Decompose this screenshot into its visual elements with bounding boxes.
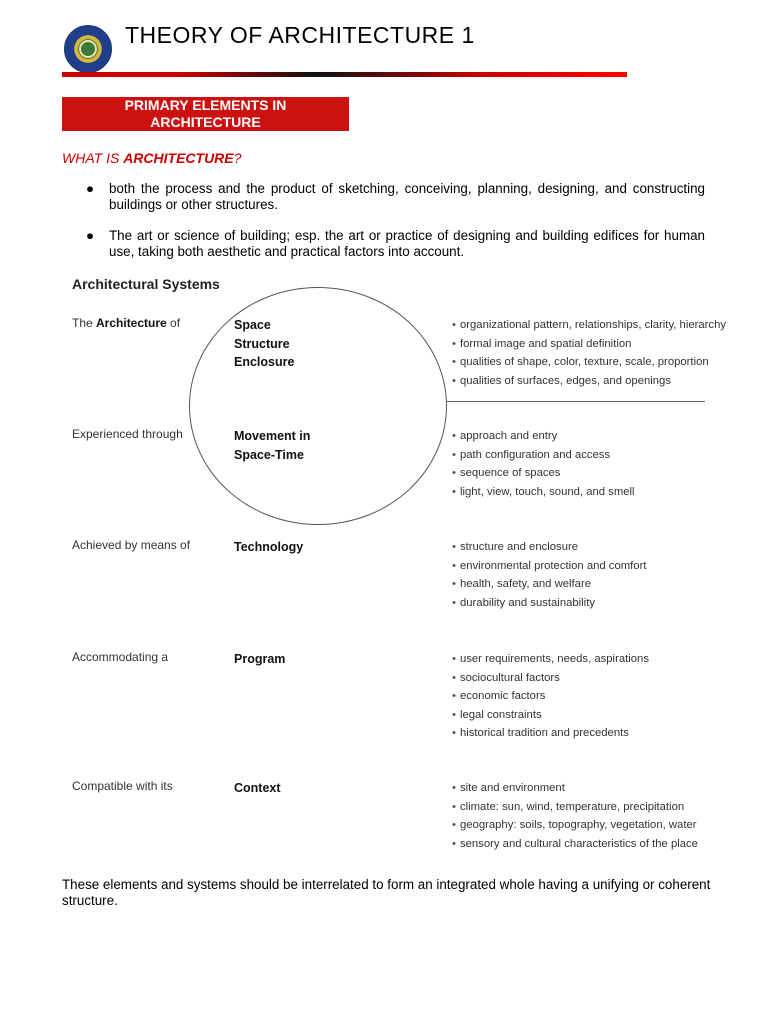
term: Structure (234, 336, 290, 351)
bullet-item: • environmental protection and comfort (452, 557, 646, 576)
header-rule (62, 72, 627, 77)
summary-paragraph: These elements and systems should be interrelated to form an integrated whole having a unifying or coherent structure. (62, 877, 711, 908)
row-terms (234, 316, 294, 372)
row-label: Compatible with its (72, 779, 173, 793)
bullet-item: • path configuration and access (452, 446, 635, 465)
definition-text: both the process and the product of sketching, conceiving, planning, designing, and constructing buildings or other structures. (109, 181, 705, 212)
term: Technology (234, 540, 304, 554)
section-banner (62, 97, 349, 131)
row-bullets (452, 779, 698, 853)
bullet-item: • sensory and cultural characteristics of the place (452, 835, 698, 854)
question-suffix: ? (233, 150, 242, 166)
page-title: THEORY OF ARCHITECTURE 1 (125, 22, 475, 48)
term: Program (234, 652, 286, 666)
bullet-item: • economic factors (452, 687, 649, 706)
term: Context (234, 781, 281, 795)
row-label: Accommodating a (72, 650, 169, 664)
definition-item (62, 181, 705, 213)
bullet-item: • structure and enclosure (452, 538, 646, 557)
bullet-item: • qualities of shape, color, texture, scale, proportion (452, 353, 726, 372)
bullet-item: • geography: soils, topography, vegetation, water (452, 816, 698, 835)
definition-text: The art or science of building; esp. the art or practice of designing and building edifices for human use, taking both aesthetic and practical factors into account. (109, 228, 705, 259)
row-label-prefix: The (72, 316, 97, 330)
row-label: Experienced through (72, 427, 183, 441)
bullet-item: • user requirements, needs, aspirations (452, 650, 649, 669)
university-seal-icon (64, 25, 112, 73)
diagram-divider (447, 401, 705, 402)
architectural-systems-diagram (62, 270, 726, 860)
diagram-title: Architectural Systems (72, 276, 220, 292)
page-header (62, 22, 632, 82)
bullet-item: • historical tradition and precedents (452, 724, 649, 743)
row-bullets (452, 538, 646, 612)
bullet-item: • formal image and spatial definition (452, 335, 726, 354)
row-label: Achieved by means of (72, 538, 191, 552)
bullet-item: • health, safety, and welfare (452, 575, 646, 594)
row-terms (234, 779, 281, 798)
definition-item (62, 228, 705, 260)
bullet-icon: ● (86, 181, 95, 196)
term: Space-Time (234, 447, 304, 462)
bullet-item: • light, view, touch, sound, and smell (452, 483, 635, 502)
bullet-item: • climate: sun, wind, temperature, precipitation (452, 798, 698, 817)
row-bullets (452, 650, 649, 743)
row-terms (234, 427, 310, 464)
question-keyword: ARCHITECTURE (123, 150, 234, 166)
question-prefix: WHAT IS (62, 150, 124, 166)
question-heading (62, 150, 241, 166)
definition-list (62, 181, 705, 275)
bullet-item: • sociocultural factors (452, 669, 649, 688)
bullet-item: • durability and sustainability (452, 594, 646, 613)
row-label-suffix: of (166, 316, 181, 330)
row-terms (234, 538, 303, 557)
row-bullets (452, 427, 635, 501)
bullet-item: • approach and entry (452, 427, 635, 446)
row-terms (234, 650, 285, 669)
term: Enclosure (234, 355, 295, 369)
row-bullets (452, 316, 726, 390)
bullet-item: • organizational pattern, relationships, clarity, hierarchy (452, 316, 726, 335)
row-label-bold: Architecture (96, 316, 167, 330)
bullet-icon: ● (86, 228, 95, 243)
term: Movement in (234, 429, 311, 443)
diagram-circle (189, 287, 447, 525)
banner-line-2: ARCHITECTURE (150, 114, 261, 130)
bullet-item: • qualities of surfaces, edges, and openings (452, 372, 726, 391)
term: Space (234, 318, 271, 332)
bullet-item: • sequence of spaces (452, 464, 635, 483)
row-label (72, 316, 180, 330)
bullet-item: • site and environment (452, 779, 698, 798)
bullet-item: • legal constraints (452, 706, 649, 725)
banner-line-1: PRIMARY ELEMENTS IN (124, 97, 287, 113)
